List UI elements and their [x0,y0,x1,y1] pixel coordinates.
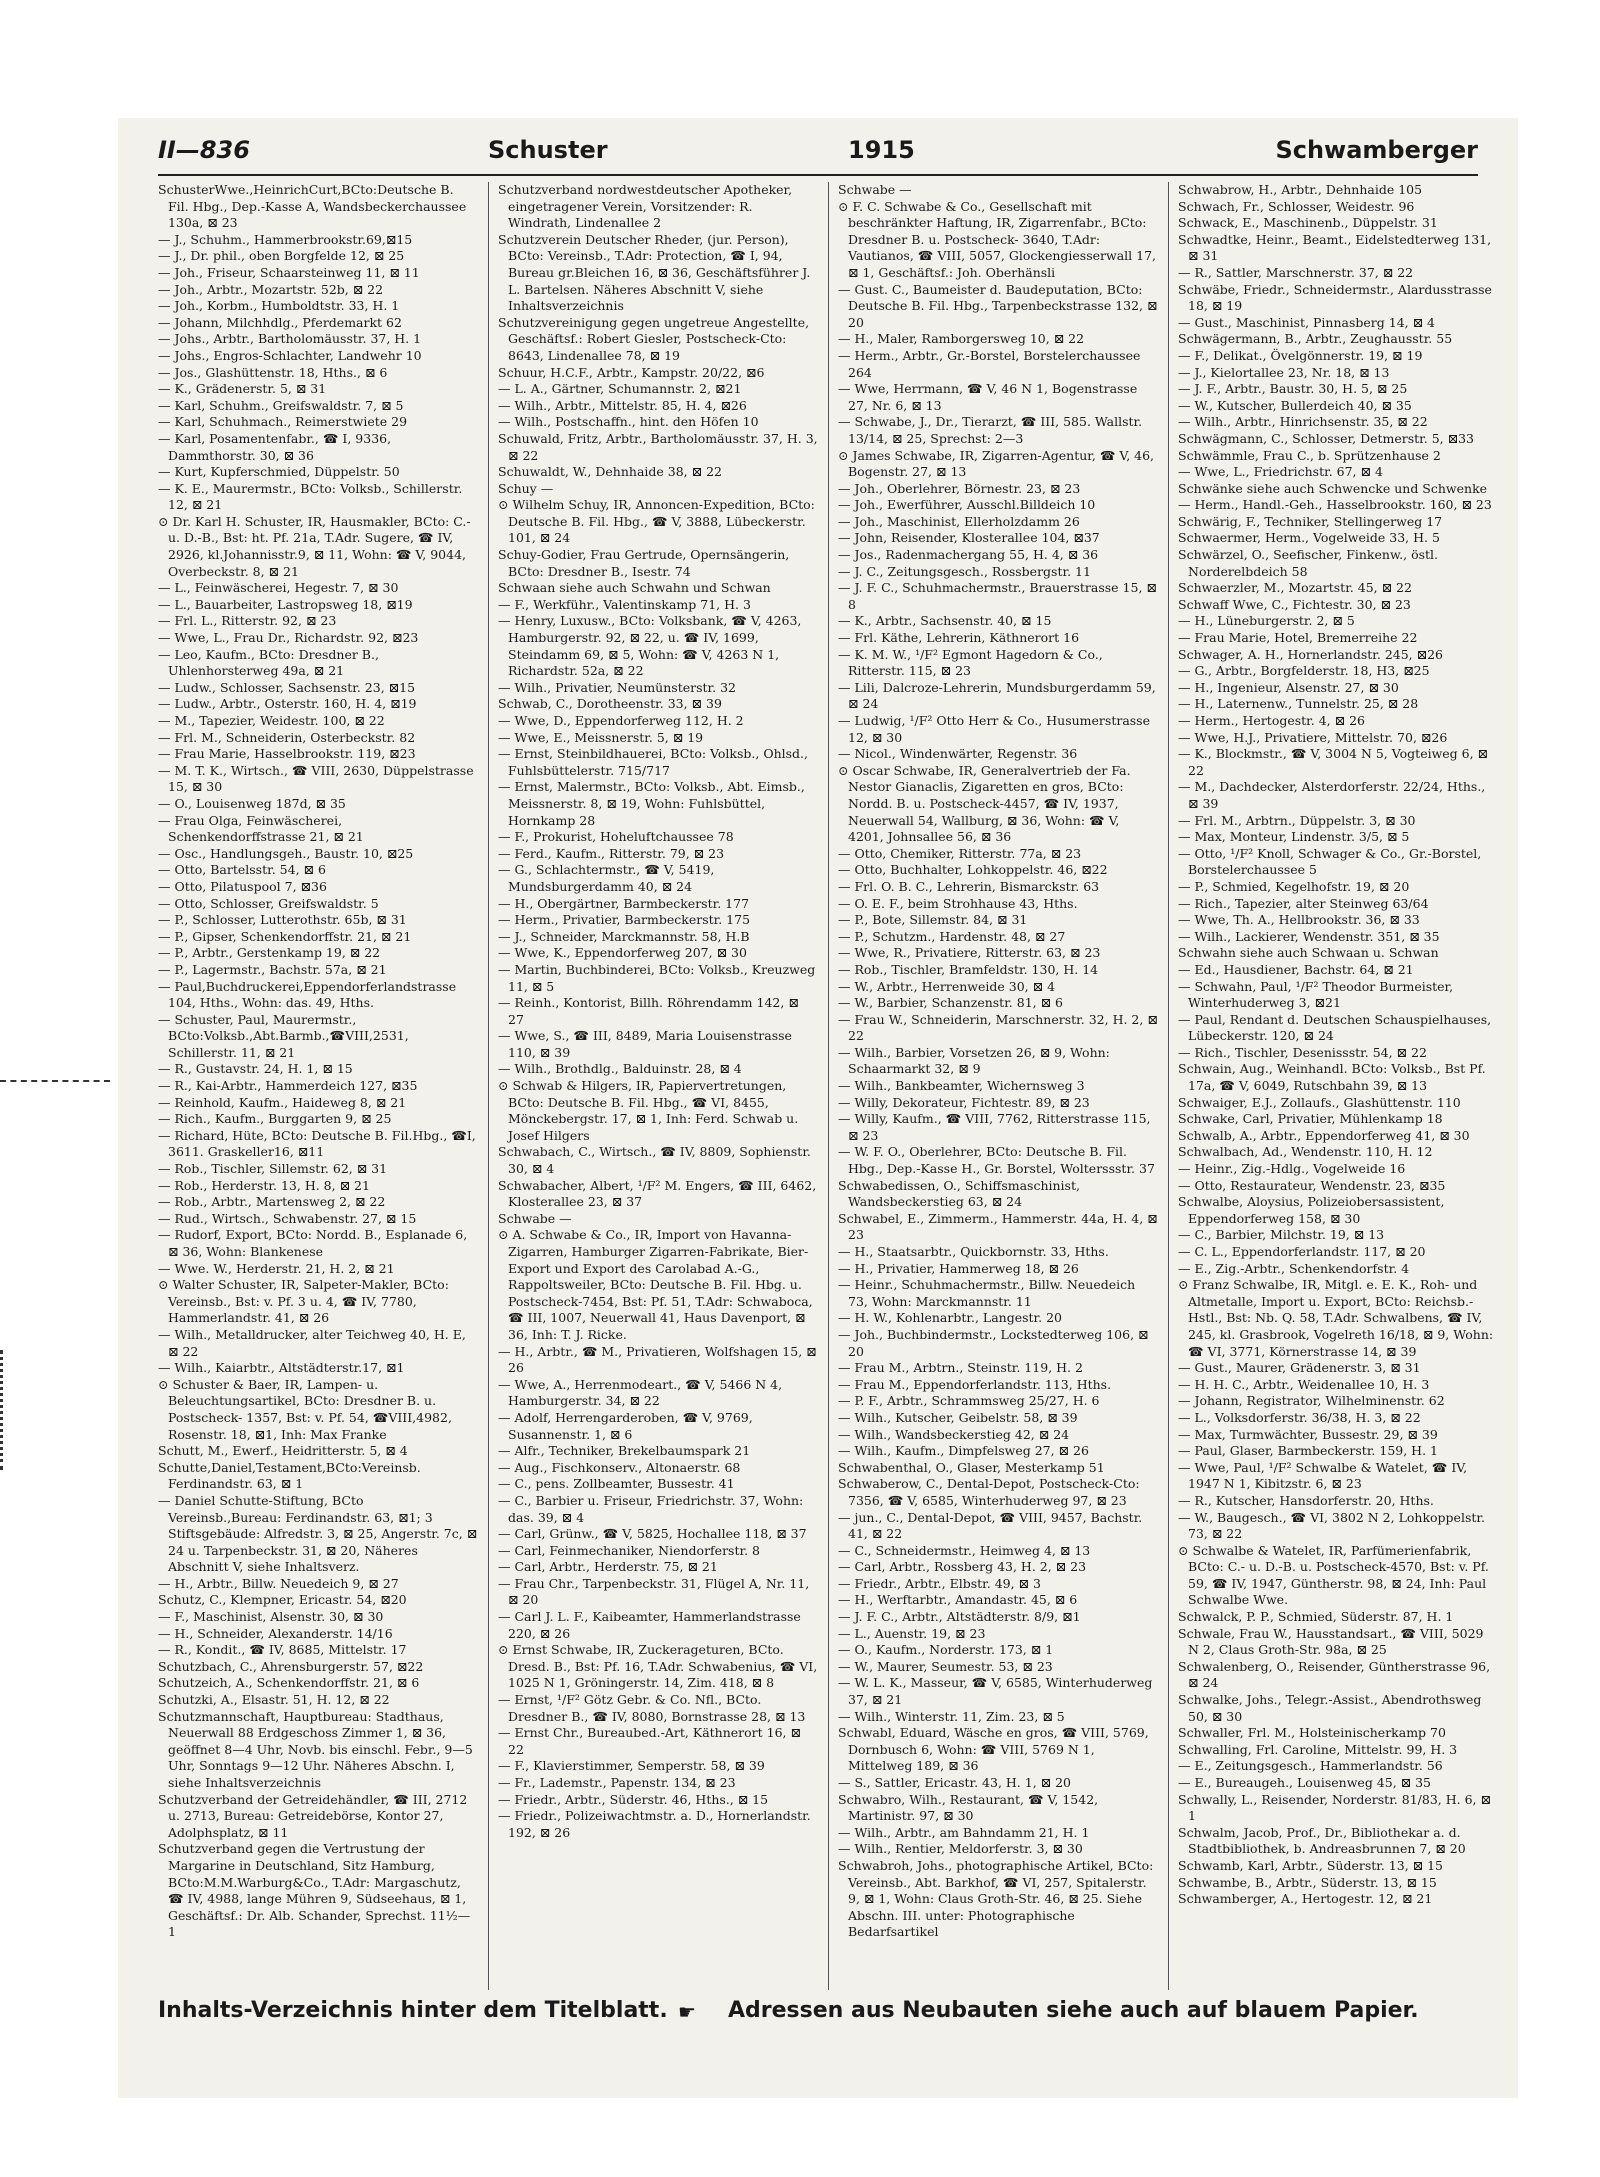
directory-entry: — Frau Marie, Hasselbrookstr. 119, ⊠23 [158,746,416,762]
directory-entry: — W. F. O., Oberlehrer, BCto: Deutsche B. Fil. Hbg., Dep.-Kasse H., Gr. Borstel, Wolterssstr. 37 [838,1144,1155,1177]
directory-entry: — R., Sattler, Marschnerstr. 37, ⊠ 22 [1178,264,1414,280]
directory-entry: — Wilh., Wandsbeckerstieg 42, ⊠ 24 [838,1426,1070,1442]
directory-entry: — Herm., Hertogestr. 4, ⊠ 26 [1178,713,1365,728]
directory-entry: — Karl, Schuhm., Greifswaldstr. 7, ⊠ 5 [158,397,404,413]
directory-entry: — Wilh., Postschaffn., hint. den Höfen 10 [498,414,759,430]
directory-entry: — Otto, Bartelsstr. 54, ⊠ 6 [158,862,326,878]
directory-entry: Schwally, L., Reisender, Norderstr. 81/83, H. 6, ⊠ 1 [1178,1791,1491,1824]
directory-entry: — Ernst, Steinbildhauerei, BCto: Volksb., Ohlsd., Fuhlsbüttelerstr. 715/717 [498,746,808,778]
directory-entry: — Henry, Luxusw., BCto: Volksbank, ☎ V, 4263, Hamburgerstr. 92, ⊠ 22, u. ☎ IV, 1699, Steindamm 69, ⊠ 5, Wohn: ☎ V, 4263 N 1, Richardstr. 52a, ⊠ 22 [498,613,802,679]
directory-entry: — Rob., Tischler, Sillemstr. 62, ⊠ 31 [158,1161,388,1177]
directory-entry: — E., Zig.-Arbtr., Schenkendorfstr. 4 [1178,1260,1410,1276]
directory-entry: — H., Lüneburgerstr. 2, ⊠ 5 [1178,613,1355,629]
directory-entry: — H. W., Kohlenarbtr., Langestr. 20 [838,1310,1062,1326]
directory-entry: Schwalenberg, O., Reisender, Güntherstrasse 96, ⊠ 24 [1178,1658,1491,1691]
directory-entry: — Wilh., Metalldrucker, alter Teichweg 40, H. E, ⊠ 22 [158,1326,466,1359]
directory-entry: — Max, Monteur, Lindenstr. 3/5, ⊠ 5 [1178,829,1410,845]
directory-entry: — Herm., Privatier, Barmbeckerstr. 175 [498,912,751,928]
directory-entry: — F., Prokurist, Hoheluftchaussee 78 [498,829,734,845]
directory-entry: Schwabro, Wilh., Restaurant, ☎ V, 1542, Martinistr. 97, ⊠ 30 [838,1791,1099,1824]
directory-entry: Schutzmannschaft, Hauptbureau: Stadthaus, Neuerwall 88 Erdgeschoss Zimmer 1, ⊠ 36, geöffnet 8—4 Uhr, Novb. bis einschl. Febr., 9—5 Uhr, Sonntags 9—12 Uhr. Näheres Abschn. I, siehe Inhaltsverzeichnis [158,1708,473,1790]
directory-entry: — Ernst, Malermstr., BCto: Volksb., Abt. Eimsb., Meissnerstr. 8, ⊠ 19, Wohn: Fuhlsbüttel, Hornkamp 28 [498,779,805,828]
directory-entry: — Wwe, H.J., Privatiere, Mittelstr. 70, ⊠26 [1178,729,1448,745]
directory-entry: — Wilh., Rentier, Meldorferstr. 3, ⊠ 30 [838,1841,1083,1857]
directory-entry: — Schuster, Paul, Maurermstr., BCto:Volksb.,Abt.Barmb.,☎VIII,2531, Schillerstr. 11, ⊠ 21 [158,1011,409,1060]
directory-entry: Schwalbe, Aloysius, Polizeiobersassistent, Eppendorferweg 158, ⊠ 30 [1178,1194,1445,1226]
directory-entry: Schuwaldt, W., Dehnhaide 38, ⊠ 22 [498,464,722,480]
directory-entry: — Adolf, Herrengarderoben, ☎ V, 9769, Susannenstr. 1, ⊠ 6 [498,1409,753,1442]
directory-entry: — P., Schmied, Kegelhofstr. 19, ⊠ 20 [1178,878,1410,894]
directory-entry: ⊙ Oscar Schwabe, IR, Generalvertrieb der Fa. Nestor Gianaclis, Zigaretten en gros, BCto: Nordd. B. u. Postscheck-4457, ☎ IV, 1937, Neuerwall 54, Wallburg, ⊠ 36, Wohn: ☎ V, 4201, Johnsallee 56, ⊠ 36 [838,762,1131,845]
directory-entry: — J. F. C., Schuhmachermstr., Brauerstrasse 15, ⊠ 8 [838,580,1157,612]
directory-entry: — F., Delikat., Övelgönnerstr. 19, ⊠ 19 [1178,347,1423,363]
directory-entry: — Wwe, L., Frau Dr., Richardstr. 92, ⊠23 [158,630,419,646]
directory-entry: — H., Arbtr., ☎ M., Privatieren, Wolfshagen 15, ⊠ 26 [498,1343,817,1376]
directory-entry: Schutzvereinigung gegen ungetreue Angestellte, Geschäftsf.: Robert Giesler, Postscheck-Cto: 8643, Lindenallee 78, ⊠ 19 [498,314,810,363]
directory-entry: — H., Werftarbtr., Amandastr. 45, ⊠ 6 [838,1592,1078,1608]
directory-entry: — Nicol., Windenwärter, Regenstr. 36 [838,746,1078,762]
directory-entry: — jun., C., Dental-Depot, ☎ VIII, 9457, Bachstr. 41, ⊠ 22 [838,1509,1143,1542]
directory-entry: Schwaff Wwe, C., Fichtestr. 30, ⊠ 23 [1178,596,1411,612]
directory-entry: Schwake, Carl, Privatier, Mühlenkamp 18 [1178,1111,1443,1127]
directory-entry: — L., Auenstr. 19, ⊠ 23 [838,1625,986,1641]
directory-entry: — Schwabe, J., Dr., Tierarzt, ☎ III, 585. Wallstr. 13/14, ⊠ 25, Sprechst: 2—3 [838,414,1143,446]
directory-entry: — Wwe, D., Eppendorferweg 112, H. 2 [498,713,744,728]
directory-entry: — H., Arbtr., Billw. Neuedeich 9, ⊠ 27 [158,1575,399,1591]
directory-entry: Schwalm, Jacob, Prof., Dr., Bibliothekar a. d. Stadtbibliothek, b. Andreasbrunnen 7, ⊠ 20 [1178,1824,1466,1857]
directory-entry: — Frau Chr., Tarpenbeckstr. 31, Flügel A, Nr. 11, ⊠ 20 [498,1575,810,1608]
directory-entry: — Wilh., Bankbeamter, Wichernsweg 3 [838,1078,1085,1094]
directory-entry: ⊙ Walter Schuster, IR, Salpeter-Makler, BCto: Vereinsb., Bst: v. Pf. 3 u. 4, ☎ IV, 7780, Hammerlandstr. 41, ⊠ 26 [158,1277,449,1326]
directory-entry: — Wwe, A., Herrenmodeart., ☎ V, 5466 N 4, Hamburgerstr. 34, ⊠ 22 [498,1376,783,1409]
directory-entry: — P., Bote, Sillemstr. 84, ⊠ 31 [838,912,1028,928]
directory-entry: — L., Volksdorferstr. 36/38, H. 3, ⊠ 22 [1178,1409,1421,1425]
directory-entry: — Reinh., Kontorist, Billh. Röhrendamm 142, ⊠ 27 [498,995,799,1027]
column-divider [488,182,489,1990]
directory-entry: — Otto, Schlosser, Greifswaldstr. 5 [158,895,379,911]
directory-entry: ⊙ F. C. Schwabe & Co., Gesellschaft mit beschränkter Haftung, IR, Zigarrenfabr., BCto: Dresdner B. u. Postscheck- 3640, T.Adr: Vautianos, ☎ VIII, 5057, Glockengiesserwall 17, ⊠ 1, Geschäftsf.: Joh. Oberhänsli [838,198,1157,280]
directory-entry: — Frl. O. B. C., Lehrerin, Bismarckstr. 63 [838,878,1100,894]
directory-entry: Schuur, H.C.F., Arbtr., Kampstr. 20/22, ⊠6 [498,364,765,380]
directory-entry: — Johs., Arbtr., Bartholomäusstr. 37, H. 1 [158,331,422,347]
directory-entry: Schwabl, Eduard, Wäsche en gros, ☎ VIII, 5769, Dornbusch 6, Wohn: ☎ VIII, 5769 N 1, Mittelweg 189, ⊠ 36 [838,1725,1149,1774]
directory-entry: — Wwe, R., Privatiere, Ritterstr. 63, ⊠ 23 [838,945,1101,961]
directory-entry: — H., Ingenieur, Alsenstr. 27, ⊠ 30 [1178,679,1399,695]
directory-entry: — F., Maschinist, Alsenstr. 30, ⊠ 30 [158,1609,384,1625]
directory-entry: — Reinhold, Kaufm., Haideweg 8, ⊠ 21 [158,1094,407,1110]
directory-entry: — M., Dachdecker, Alsterdorferstr. 22/24, Hths., ⊠ 39 [1178,779,1486,811]
directory-entry: ⊙ A. Schwabe & Co., IR, Import von Havanna-Zigarren, Hamburger Zigarren-Fabrikate, Bier-Export und Export des Carolabad A.-G., Rappoltsweiler, BCto: Deutsche B. Fil. Hbg. u. Postscheck-7454, Bst: Pf. 51, T.Adr: Schwaboca, ☎ III, 1007, Neuerwall 41, Haus Davenport, ⊠ 36, Inh: T. J. Ricke. [498,1227,813,1342]
directory-entry: — Karl, Schuhmach., Reimerstwiete 29 [158,414,408,430]
directory-entry: — Otto, Restaurateur, Wendenstr. 23, ⊠35 [1178,1177,1446,1193]
directory-entry: Schwale, Frau W., Hausstandsart., ☎ VIII, 5029 N 2, Claus Groth-Str. 98a, ⊠ 25 [1178,1625,1484,1658]
directory-entry: Schutte,Daniel,Testament,BCto:Vereinsb. Ferdinandstr. 63, ⊠ 1 [158,1459,421,1492]
header-year: 1915 [848,136,915,164]
directory-entry: — Wilh., Arbtr., Mittelstr. 85, H. 4, ⊠26 [498,397,747,413]
directory-entry: — Richard, Hüte, BCto: Deutsche B. Fil.Hbg., ☎I, 3611. Graskeller16, ⊠11 [158,1127,476,1160]
column-4 [1178,182,1498,1990]
directory-entry: ⊙ Dr. Karl H. Schuster, IR, Hausmakler, BCto: C.- u. D.-B., Bst: ht. Pf. 21a, T.Adr. Sugere, ☎ IV, 2926, kl.Johannisstr.9, ⊠ 11, Wohn: ☎ V, 9044, Overbeckstr. 8, ⊠ 21 [158,513,471,579]
directory-entry: — Gust. C., Baumeister d. Baudeputation, BCto: Deutsche B. Fil. Hbg., Tarpenbeckstrasse 132, ⊠ 20 [838,281,1158,330]
margin-dots [0,1350,13,1470]
directory-entry: — Herm., Handl.-Geh., Hasselbrookstr. 160, ⊠ 23 [1178,497,1492,513]
directory-entry: — J., Dr. phil., oben Borgfelde 12, ⊠ 25 [158,248,405,264]
directory-entry: Schwabel, E., Zimmerm., Hammerstr. 44a, H. 4, ⊠ 23 [838,1210,1158,1243]
directory-entry: — J. C., Zeitungsgesch., Rossbergstr. 11 [838,563,1091,579]
directory-entry: — J., Schneider, Marckmannstr. 58, H.B [498,928,750,944]
directory-entry: — P., Arbtr., Gerstenkamp 19, ⊠ 22 [158,945,381,961]
directory-entry: — Herm., Arbtr., Gr.-Borstel, Borstelerchaussee 264 [838,347,1141,380]
directory-entry: — Frl. M., Schneiderin, Osterbeckstr. 82 [158,729,416,745]
directory-entry: — Joh., Friseur, Schaarsteinweg 11, ⊠ 11 [158,264,420,280]
directory-entry: — Osc., Handlungsgeh., Baustr. 10, ⊠25 [158,845,414,861]
directory-entry: — J., Schuhm., Hammerbrookstr.69,⊠15 [158,231,413,247]
directory-entry: — J. F. C., Arbtr., Altstädterstr. 8/9, ⊠1 [838,1609,1081,1625]
directory-entry: — Rich., Tapezier, alter Steinweg 63/64 [1178,895,1429,911]
directory-entry: Schutzeich, A., Schenkendorffstr. 21, ⊠ 6 [158,1675,420,1691]
page-header [158,136,1478,172]
directory-entry: Schwalb, A., Arbtr., Eppendorferweg 41, ⊠ 30 [1178,1127,1470,1143]
column-3 [838,182,1158,1990]
column-2 [498,182,818,1990]
directory-entry: — Frau M., Arbtrn., Steinstr. 119, H. 2 [838,1360,1083,1376]
directory-entry: — Friedr., Arbtr., Elbstr. 49, ⊠ 3 [838,1575,1041,1591]
directory-entry: Schwalck, P. P., Schmied, Süderstr. 87, H. 1 [1178,1609,1454,1625]
directory-entry: — K. E., Maurermstr., BCto: Volksb., Schillerstr. 12, ⊠ 21 [158,480,463,513]
directory-entry: — Frl. M., Arbtrn., Düppelstr. 3, ⊠ 30 [1178,812,1416,828]
directory-entry: — W., Arbtr., Herrenweide 30, ⊠ 4 [838,978,1056,994]
directory-entry: — Joh., Maschinist, Ellerholzdamm 26 [838,513,1080,529]
directory-entry: — Wwe, Th. A., Hellbrookstr. 36, ⊠ 33 [1178,912,1420,928]
directory-entry: — Karl, Posamentenfabr., ☎ I, 9336, Dammthorstr. 30, ⊠ 36 [158,430,392,463]
directory-entry: ⊙ Schwalbe & Watelet, IR, Parfümerienfabrik, BCto: C.- u. D.-B. u. Postscheck-4570, Bst: v. Pf. 59, ☎ IV, 1947, Güntherstr. 98, ⊠ 24, Inh: Paul Schwalbe Wwe. [1178,1542,1489,1608]
directory-entry: Schutzki, A., Elsastr. 51, H. 12, ⊠ 22 [158,1692,390,1708]
directory-entry: — Friedr., Polizeiwachtmstr. a. D., Hornerlandstr. 192, ⊠ 26 [498,1808,811,1840]
directory-entry: — R., Kondit., ☎ IV, 8685, Mittelstr. 17 [158,1642,407,1658]
directory-entry: — Gust., Maurer, Grädenerstr. 3, ⊠ 31 [1178,1360,1421,1376]
directory-entry: — Wilh., Kaufm., Dimpfelsweg 27, ⊠ 26 [838,1443,1089,1459]
directory-entry: — Otto, Chemiker, Ritterstr. 77a, ⊠ 23 [838,845,1082,861]
directory-entry: — Wwe. W., Herderstr. 21, H. 2, ⊠ 21 [158,1260,395,1276]
directory-entry: — L., Feinwäscherei, Hegestr. 7, ⊠ 30 [158,580,399,596]
directory-entry: — O., Kaufm., Norderstr. 173, ⊠ 1 [838,1642,1054,1658]
directory-entry: Schuy — [498,480,554,496]
directory-entry: Schwabenthal, O., Glaser, Mesterkamp 51 [838,1459,1105,1475]
directory-entry: — F., Werkführ., Valentinskamp 71, H. 3 [498,596,751,612]
directory-entry: ⊙ Schuster & Baer, IR, Lampen- u. Beleuchtungsartikel, BCto: Dresdner B. u. Postscheck- 1357, Bst: v. Pf. 54, ☎VIII,4982, Rosenstr. 18, ⊠1, Inh: Max Franke [158,1376,452,1442]
directory-entry: — Rob., Arbtr., Martensweg 2, ⊠ 22 [158,1194,386,1210]
directory-entry: — Wilh., Lackierer, Wendenstr. 351, ⊠ 35 [1178,928,1440,944]
directory-entry: — Kurt, Kupferschmied, Düppelstr. 50 [158,464,400,480]
directory-entry: — H., Staatsarbtr., Quickbornstr. 33, Hths. [838,1244,1109,1259]
directory-entry: Schwambe, B., Arbtr., Süderstr. 13, ⊠ 15 [1178,1874,1437,1890]
directory-entry: — Carl J. L. F., Kaibeamter, Hammerlandstrasse 220, ⊠ 26 [498,1609,801,1641]
directory-entry: — Paul, Glaser, Barmbeckerstr. 159, H. 1 [1178,1443,1438,1459]
directory-entry: Schwager, A. H., Hornerlandstr. 245, ⊠26 [1178,646,1444,662]
directory-entry: — Wilh., Privatier, Neumünsterstr. 32 [498,679,736,695]
directory-entry: Schutzverband gegen die Vertrustung der Margarine in Deutschland, Sitz Hamburg, BCto:M.M.Warburg&Co., T.Adr: Margaschutz, ☎ IV, 4988, lange Mühren 9, Südseehaus, ⊠ 1, Geschäftsf.: Dr. Alb. Schander, Sprechst. 11½—1 [158,1841,471,1940]
directory-entry: — Gust., Maschinist, Pinnasberg 14, ⊠ 4 [1178,314,1435,330]
directory-entry: — Paul,Buchdruckerei,Eppendorferlandstrasse 104, Hths., Wohn: das. 49, Hths. [158,978,457,1011]
directory-entry: — J. F., Arbtr., Baustr. 30, H. 5, ⊠ 25 [1178,381,1408,397]
directory-entry: — Ludw., Arbtr., Osterstr. 160, H. 4, ⊠19 [158,696,417,712]
directory-entry: — Carl, Grünw., ☎ V, 5825, Hochallee 118, ⊠ 37 [498,1526,807,1542]
directory-entry: — K., Blockmstr., ☎ V, 3004 N 5, Vogteiweg 6, ⊠ 22 [1178,746,1489,778]
directory-entry: — Ernst Chr., Bureaubed.-Art, Käthnerort 16, ⊠ 22 [498,1725,801,1757]
directory-entry: Schwabe — [498,1210,572,1226]
directory-entry: — Frl. Käthe, Lehrerin, Käthnerort 16 [838,630,1080,646]
directory-entry: Schwack, E., Maschinenb., Düppelstr. 31 [1178,215,1438,231]
directory-entry: Schwärzel, O., Seefischer, Finkenw., östl. Norderelbdeich 58 [1178,547,1439,579]
directory-entry: Schwach, Fr., Schlosser, Weidestr. 96 [1178,198,1415,214]
directory-entry: — Carl, Arbtr., Rossberg 43, H. 2, ⊠ 23 [838,1559,1087,1575]
directory-entry: Schwärig, F., Techniker, Stellingerweg 17 [1178,513,1443,529]
directory-entry: Schwabedissen, O., Schiffsmaschinist, Wandsbeckerstieg 63, ⊠ 24 [838,1177,1080,1210]
directory-entry: Schwaberow, C., Dental-Depot, Postscheck-Cto: 7356, ☎ V, 6585, Winterhuderweg 97, ⊠ 23 [838,1476,1140,1508]
pointing-hand-icon: ☛ [678,2000,696,2024]
directory-entry: — Willy, Kaufm., ☎ VIII, 7762, Ritterstrasse 115, ⊠ 23 [838,1111,1151,1143]
directory-entry: — J., Kielortallee 23, Nr. 18, ⊠ 13 [1178,364,1390,380]
directory-entry: Schutzbach, C., Ahrensburgerstr. 57, ⊠22 [158,1658,424,1674]
directory-entry: — Wwe, K., Eppendorferweg 207, ⊠ 30 [498,945,747,961]
directory-entry: — Carl, Arbtr., Herderstr. 75, ⊠ 21 [498,1559,718,1575]
directory-entry: — W., Kutscher, Bullerdeich 40, ⊠ 35 [1178,397,1412,413]
directory-entry: — Wilh., Winterstr. 11, Zim. 23, ⊠ 5 [838,1708,1065,1724]
directory-entry: — Schwahn, Paul, ¹/F² Theodor Burmeister, Winterhuderweg 3, ⊠21 [1178,978,1454,1011]
directory-entry: — L. A., Gärtner, Schumannstr. 2, ⊠21 [498,381,742,397]
directory-entry: — K. M. W., ¹/F² Egmont Hagedorn & Co., Ritterstr. 115, ⊠ 23 [838,646,1103,679]
directory-entry: — Aug., Fischkonserv., Altonaerstr. 68 [498,1459,741,1475]
directory-entry: — Otto, ¹/F² Knoll, Schwager & Co., Gr.-Borstel, Borstelerchaussee 5 [1178,845,1482,878]
directory-entry: — P., Schutzm., Hardenstr. 48, ⊠ 27 [838,928,1066,944]
directory-entry: Schutzverband der Getreidehändler, ☎ III, 2712 u. 2713, Bureau: Getreidebörse, Kontor 27, Adolphsplatz, ⊠ 11 [158,1791,468,1840]
directory-entry: — H., Laternenw., Tunnelstr. 25, ⊠ 28 [1178,696,1419,712]
directory-entry: Schwahn siehe auch Schwaan u. Schwan [1178,945,1439,961]
directory-entry: — Rich., Tischler, Desenissstr. 54, ⊠ 22 [1178,1044,1427,1060]
directory-entry: Schwaermer, Herm., Vogelweide 33, H. 5 [1178,530,1440,546]
directory-entry: Schwaiger, E.J., Zollaufs., Glashüttenstr. 110 [1178,1094,1461,1110]
directory-entry: Schwabrow, H., Arbtr., Dehnhaide 105 [1178,182,1423,197]
directory-entry: — Paul, Rendant d. Deutschen Schauspielhauses, Lübeckerstr. 120, ⊠ 24 [1178,1011,1492,1044]
directory-entry: Schutt, M., Ewerf., Heidritterstr. 5, ⊠ 4 [158,1443,408,1459]
directory-entry: — Wilh., Arbtr., am Bahndamm 21, H. 1 [838,1824,1090,1840]
column-divider [828,182,829,1990]
directory-entry: Schwalling, Frl. Caroline, Mittelstr. 99, H. 3 [1178,1741,1458,1757]
directory-entry: — W. L. K., Masseur, ☎ V, 6585, Winterhuderweg 37, ⊠ 21 [838,1675,1153,1708]
directory-entry: — Wilh., Brothdlg., Balduinstr. 28, ⊠ 4 [498,1061,742,1077]
directory-entry: — Wilh., Kutscher, Geibelstr. 58, ⊠ 39 [838,1409,1078,1425]
directory-entry: — Ludw., Schlosser, Sachsenstr. 23, ⊠15 [158,679,416,695]
directory-entry: Schwäbe, Friedr., Schneidermstr., Alardusstrasse 18, ⊠ 19 [1178,281,1492,314]
header-first-word: Schuster [488,136,608,164]
page-number: II—836 [158,136,250,164]
directory-entry: — Wilh., Arbtr., Hinrichsenstr. 35, ⊠ 22 [1178,414,1428,430]
directory-entry: Schwamb, Karl, Arbtr., Süderstr. 13, ⊠ 15 [1178,1857,1444,1873]
directory-entry: Schwadtke, Heinr., Beamt., Eidelstedterweg 131, ⊠ 31 [1178,231,1492,264]
directory-entry: — Jos., Glashüttenstr. 18, Hths., ⊠ 6 [158,364,388,380]
directory-entry: — Wwe, Herrmann, ☎ V, 46 N 1, Bogenstrasse 27, Nr. 6, ⊠ 13 [838,381,1138,413]
directory-entry: — K., Arbtr., Sachsenstr. 40, ⊠ 15 [838,613,1052,629]
directory-entry: — C., Barbier, Milchstr. 19, ⊠ 13 [1178,1227,1385,1243]
directory-entry: — Heinr., Zig.-Hdlg., Vogelweide 16 [1178,1161,1406,1177]
directory-entry: — Wwe, L., Friedrichstr. 67, ⊠ 4 [1178,464,1383,480]
directory-entry: — Martin, Buchbinderei, BCto: Volksb., Kreuzweg 11, ⊠ 5 [498,961,816,994]
directory-entry: — G., Arbtr., Borgfelderstr. 18, H3, ⊠25 [1178,663,1430,679]
directory-entry: Schwamberger, A., Hertogestr. 12, ⊠ 21 [1178,1891,1433,1907]
directory-entry: Schwägermann, B., Arbtr., Zeughausstr. 55 [1178,331,1453,347]
directory-entry: Schutzverein Deutscher Rheder, (jur. Person), BCto: Vereinsb., T.Adr: Protection, ☎ I, 94, Bureau gr.Bleichen 16, ⊠ 36, Geschäftsführer J. L. Bartelsen. Näheres Abschnitt V, siehe Inhaltsverzeichnis [498,231,811,314]
directory-entry: — Rob., Herderstr. 13, H. 8, ⊠ 21 [158,1177,370,1193]
directory-entry: — O., Louisenweg 187d, ⊠ 35 [158,795,346,811]
directory-entry: Schwab, C., Dorotheenstr. 33, ⊠ 39 [498,696,722,712]
directory-entry: — S., Sattler, Ericastr. 43, H. 1, ⊠ 20 [838,1775,1072,1790]
directory-entry: — Ludwig, ¹/F² Otto Herr & Co., Husumerstrasse 12, ⊠ 30 [838,713,1150,745]
directory-entry: — Willy, Dekorateur, Fichtestr. 89, ⊠ 23 [838,1094,1090,1110]
directory-entry: — Johann, Registrator, Wilhelminenstr. 62 [1178,1393,1445,1409]
directory-entry: — Wilh., Barbier, Vorsetzen 26, ⊠ 9, Wohn: Schaarmarkt 32, ⊠ 9 [838,1044,1110,1077]
directory-entry: — K., Grädenerstr. 5, ⊠ 31 [158,381,327,397]
directory-entry: — Carl, Feinmechaniker, Niendorferstr. 8 [498,1542,760,1558]
directory-entry: — Alfr., Techniker, Brekelbaumspark 21 [498,1443,751,1459]
directory-entry: — Joh., Korbm., Humboldtstr. 33, H. 1 [158,298,400,314]
directory-entry: — P. F., Arbtr., Schrammsweg 25/27, H. 6 [838,1393,1100,1409]
directory-entry: — O. E. F., beim Strohhause 43, Hths. [838,895,1078,911]
margin-cut-line [0,1080,110,1082]
directory-entry: Schutz, C., Klempner, Ericastr. 54, ⊠20 [158,1592,407,1608]
directory-entry: — C., Barbier u. Friseur, Friedrichstr. 37, Wohn: das. 39, ⊠ 4 [498,1492,804,1525]
directory-entry: — W., Maurer, Seumestr. 53, ⊠ 23 [838,1658,1053,1674]
footer-index-note: Inhalts-Verzeichnis hinter dem Titelblatt. [158,1998,668,2023]
directory-entry: — Ed., Hausdiener, Bachstr. 64, ⊠ 21 [1178,961,1414,977]
directory-entry: — Joh., Buchbindermstr., Lockstedterweg 106, ⊠ 20 [838,1326,1149,1359]
directory-entry: Schwalke, Johs., Telegr.-Assist., Abendrothsweg 50, ⊠ 30 [1178,1692,1482,1724]
directory-entry: ⊙ Ernst Schwabe, IR, Zuckerageturen, BCto. Dresd. B., Bst: Pf. 16, T.Adr. Schwabenius, ☎ VI, 1025 N 1, Gröningerstr. 14, Zim. 418, ⊠ 8 [498,1642,818,1691]
directory-entry: ⊙ Wilhelm Schuy, IR, Annoncen-Expedition, BCto: Deutsche B. Fil. Hbg., ☎ V, 3888, Lübeckerstr. 101, ⊠ 24 [498,497,815,546]
footer-address-note: Adressen aus Neubauten siehe auch auf blauem Papier. [728,1998,1419,2023]
directory-entry: — Joh., Arbtr., Mozartstr. 52b, ⊠ 22 [158,281,384,297]
column-1 [158,182,478,1990]
directory-entry: Schuwald, Fritz, Arbtr., Bartholomäusstr. 37, H. 3, ⊠ 22 [498,430,818,463]
directory-entry: — Otto, Pilatuspool 7, ⊠36 [158,878,327,894]
directory-entry: — Frau Olga, Feinwäscherei, Schenkendorffstrasse 21, ⊠ 21 [158,812,364,845]
directory-entry: — Rich., Kaufm., Burggarten 9, ⊠ 25 [158,1111,392,1127]
directory-entry: — W., Baugesch., ☎ VI, 3802 N 2, Lohkoppelstr. 73, ⊠ 22 [1178,1509,1485,1542]
directory-entry: — L., Bauarbeiter, Lastropsweg 18, ⊠19 [158,596,413,612]
directory-entry: — H., Maler, Ramborgersweg 10, ⊠ 22 [838,331,1085,347]
directory-entry: — H., Schneider, Alexanderstr. 14/16 [158,1625,393,1641]
directory-entry: ⊙ Franz Schwalbe, IR, Mitgl. e. E. K., Roh- und Altmetalle, Import u. Export, BCto: Reichsb.-Hstl., Bst: Nb. Q. 58, T.Adr. Schwalbens, ☎ IV, 245, kl. Grasbrook, Vogelreth 16/18, ⊠ 9, Wohn: ☎ VI, 3771, Körnerstrasse 14, ⊠ 39 [1178,1277,1494,1359]
directory-entry: Schwämmle, Frau C., b. Sprützenhause 2 [1178,447,1441,463]
directory-entry: — Frau W., Schneiderin, Marschnerstr. 32, H. 2, ⊠ 22 [838,1011,1158,1044]
directory-entry: — E., Bureaugeh., Louisenweg 45, ⊠ 35 [1178,1775,1432,1790]
directory-entry: — Johann, Milchhdlg., Pferdemarkt 62 [158,314,402,330]
directory-entry: — Rudorf, Export, BCto: Nordd. B., Esplanade 6, ⊠ 36, Wohn: Blankenese [158,1227,468,1259]
directory-entry: — E., Zeitungsgesch., Hammerlandstr. 56 [1178,1758,1443,1774]
directory-entry: — Frl. L., Ritterstr. 92, ⊠ 23 [158,613,337,629]
directory-entry: Schuy-Godier, Frau Gertrude, Opernsängerin, BCto: Dresdner B., Isestr. 74 [498,547,790,579]
directory-entry: — Ernst, ¹/F² Götz Gebr. & Co. Nfl., BCto. Dresdner B., ☎ IV, 8080, Bornstrasse 28, ⊠ 13 [498,1692,806,1724]
directory-entry: — M., Tapezier, Weidestr. 100, ⊠ 22 [158,713,385,728]
directory-entry: Schwaerzler, M., Mozartstr. 45, ⊠ 22 [1178,580,1412,596]
directory-entry: — R., Gustavstr. 24, H. 1, ⊠ 15 [158,1061,353,1077]
directory-entry: — W., Barbier, Schanzenstr. 81, ⊠ 6 [838,995,1064,1011]
header-last-word: Schwamberger [1275,136,1478,164]
directory-entry: Schwalbach, Ad., Wendenstr. 110, H. 12 [1178,1144,1433,1160]
directory-entry: — H., Privatier, Hammerweg 18, ⊠ 26 [838,1260,1079,1276]
directory-entry: — Joh., Oberlehrer, Börnestr. 23, ⊠ 23 [838,480,1081,496]
directory-entry: — P., Lagermstr., Bachstr. 57a, ⊠ 21 [158,961,387,977]
directory-entry: — C., pens. Zollbeamter, Bussestr. 41 [498,1476,735,1492]
directory-entry: — Frau Marie, Hotel, Bremerreihe 22 [1178,630,1418,646]
directory-entry: — Daniel Schutte-Stiftung, BCto Vereinsb.,Bureau: Ferdinandstr. 63, ⊠1; 3 Stiftsgebäude: Alfredstr. 3, ⊠ 25, Angerstr. 7c, ⊠ 24 u. Tarpenbeckstr. 31, ⊠ 20, Näheres Abschnitt V, siehe Inhaltsverz. [158,1492,478,1575]
directory-entry: — C. L., Eppendorferlandstr. 117, ⊠ 20 [1178,1244,1426,1259]
directory-entry: — G., Schlachtermstr., ☎ V, 5419, Mundsburgerdamm 40, ⊠ 24 [498,862,715,894]
directory-entry: ⊙ Schwab & Hilgers, IR, Papiervertretungen, BCto: Deutsche B. Fil. Hbg., ☎ VI, 8455, Mönckebergstr. 17, ⊠ 1, Inh: Ferd. Schwab u. Josef Hilgers [498,1078,799,1143]
directory-entry: — Johs., Engros-Schlachter, Landwehr 10 [158,347,422,363]
directory-page [118,118,1518,2098]
directory-entry: Schwabach, C., Wirtsch., ☎ IV, 8809, Sophienstr. 30, ⊠ 4 [498,1144,811,1177]
directory-entry: Schwabacher, Albert, ¹/F² M. Engers, ☎ III, 6462, Klosterallee 23, ⊠ 37 [498,1177,817,1210]
directory-entry: ⊙ James Schwabe, IR, Zigarren-Agentur, ☎ V, 46, Bogenstr. 27, ⊠ 13 [838,447,1155,480]
directory-entry: — H., Obergärtner, Barmbeckerstr. 177 [498,895,750,911]
directory-entry: — Leo, Kaufm., BCto: Dresdner B., Uhlenhorsterweg 49a, ⊠ 21 [158,646,379,679]
directory-entry: Schwänke siehe auch Schwencke und Schwenke [1178,480,1488,496]
directory-entry: — P., Gipser, Schenkendorffstr. 21, ⊠ 21 [158,928,412,944]
directory-entry: — Wwe, Paul, ¹/F² Schwalbe & Watelet, ☎ IV, 1947 N 1, Kibitzstr. 6, ⊠ 23 [1178,1459,1468,1492]
directory-entry: — H. H. C., Arbtr., Weidenallee 10, H. 3 [1178,1376,1430,1392]
directory-entry: — Ferd., Kaufm., Ritterstr. 79, ⊠ 23 [498,845,725,861]
directory-entry: — John, Reisender, Klosterallee 104, ⊠37 [838,530,1100,546]
directory-entry: Schwaller, Frl. M., Holsteinischerkamp 70 [1178,1725,1446,1741]
directory-entry: Schutzverband nordwestdeutscher Apotheker, eingetragener Verein, Vorsitzender: R. Windrath, Lindenallee 2 [498,182,793,231]
directory-entry: Schwaan siehe auch Schwahn und Schwan [498,580,771,596]
directory-entry: — Rud., Wirtsch., Schwabenstr. 27, ⊠ 15 [158,1210,417,1226]
directory-entry: Schwägmann, C., Schlosser, Detmerstr. 5, ⊠33 [1178,430,1475,446]
directory-entry: SchusterWwe.,HeinrichCurt,BCto:Deutsche B. Fil. Hbg., Dep.-Kasse A, Wandsbeckerchaussee 130a, ⊠ 23 [158,182,467,231]
directory-entry: — Wwe, S., ☎ III, 8489, Maria Louisenstrasse 110, ⊠ 39 [498,1028,792,1060]
directory-entry: — R., Kutscher, Hansdorferstr. 20, Hths. [1178,1492,1434,1508]
directory-entry: — Joh., Ewerführer, Ausschl.Billdeich 10 [838,497,1096,513]
directory-entry: — Heinr., Schuhmachermstr., Billw. Neuedeich 73, Wohn: Marckmannstr. 11 [838,1277,1136,1309]
directory-entry: — C., Schneidermstr., Heimweg 4, ⊠ 13 [838,1542,1091,1558]
header-rule [158,174,1478,176]
directory-entry: — M. T. K., Wirtsch., ☎ VIII, 2630, Düppelstrasse 15, ⊠ 30 [158,762,474,795]
directory-entry: — Wilh., Kaiarbtr., Altstädterstr.17, ⊠1 [158,1360,405,1376]
directory-entry: — P., Schlosser, Lutterothstr. 65b, ⊠ 31 [158,912,407,928]
directory-entry: Schwain, Aug., Weinhandl. BCto: Volksb., Bst Pf. 17a, ☎ V, 6049, Rutschbahn 39, ⊠ 13 [1178,1061,1486,1094]
directory-entry: — Fr., Lademstr., Papenstr. 134, ⊠ 23 [498,1775,736,1790]
directory-entry: — Rob., Tischler, Bramfeldstr. 130, H. 14 [838,961,1099,977]
directory-entry: — Max, Turmwächter, Bussestr. 29, ⊠ 39 [1178,1426,1438,1442]
directory-entry: Schwabroh, Johs., photographische Artikel, BCto: Vereinsb., Abt. Barkhof, ☎ VI, 257, Spitalerstr. 9, ⊠ 1, Wohn: Claus Groth-Str. 46, ⊠ 25. Siehe Abschn. III. unter: Photographische Bedarfsartikel [838,1857,1154,1940]
directory-entry: — R., Kai-Arbtr., Hammerdeich 127, ⊠35 [158,1078,418,1094]
directory-entry: — Wwe, E., Meissnerstr. 5, ⊠ 19 [498,729,704,745]
directory-entry: Schwabe — [838,182,912,197]
directory-entry: — Lili, Dalcroze-Lehrerin, Mundsburgerdamm 59, ⊠ 24 [838,679,1156,712]
directory-entry: — Jos., Radenmachergang 55, H. 4, ⊠ 36 [838,547,1099,563]
directory-entry: — Friedr., Arbtr., Süderstr. 46, Hths., ⊠ 15 [498,1791,769,1807]
directory-entry: — F., Klavierstimmer, Semperstr. 58, ⊠ 39 [498,1758,765,1774]
directory-entry: — Frau M., Eppendorferlandstr. 113, Hths. [838,1376,1112,1392]
column-divider [1168,182,1169,1990]
directory-entry: — Otto, Buchhalter, Lohkoppelstr. 46, ⊠22 [838,862,1108,878]
